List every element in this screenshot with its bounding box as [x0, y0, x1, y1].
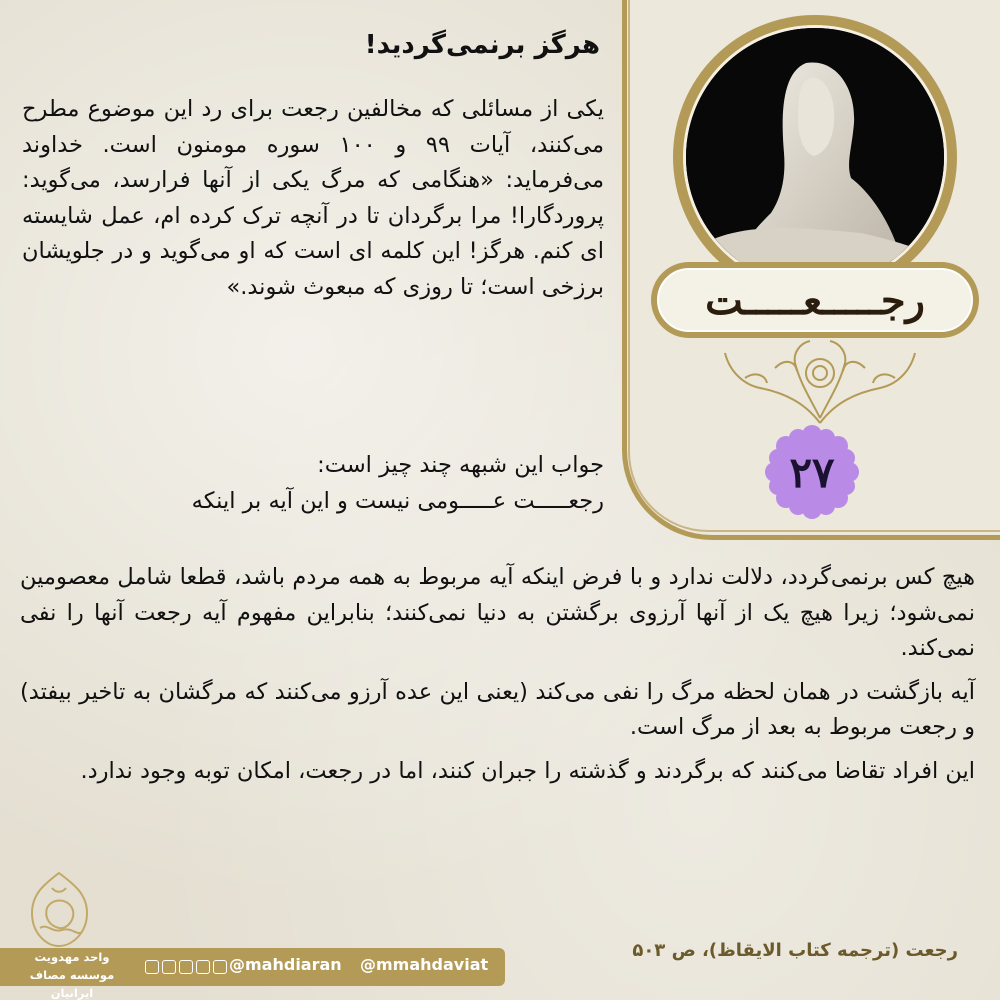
- lower-text: [20, 560, 975, 797]
- organization-label: [12, 948, 132, 1000]
- paragraph-1: یکی از مسائلی که مخالفین رجعت برای رد این موضوع مطرح می‌کنند، آیات ۹۹ و ۱۰۰ سوره مومنون است. خداوند می‌فرماید: «هنگامی که مرگ یکی از آنها فرارسد، می‌گوید: پروردگارا! مرا برگردان تا در آنچه ترک کرده ام، عمل شایسته ای کنم. هرگز! این کلمه ای است که او می‌گوید و در جلویشان برزخی است؛ تا روزی که مبعوث شوند.»: [22, 96, 604, 300]
- ornament-icon: [715, 333, 925, 428]
- veiled-figure-illustration: [686, 28, 944, 286]
- paragraph-2-line-1: جواب این شبهه چند چیز است:: [317, 452, 604, 478]
- article-number: ۲۷: [789, 447, 835, 497]
- eitaa-icon[interactable]: [196, 960, 210, 974]
- org-line-2: موسسه مصاف ایرانیان: [29, 968, 115, 1000]
- paragraph-5: این افراد تقاضا می‌کنند که برگردند و گذشته را جبران کنند، اما در رجعت، امکان توبه وجود ندارد.: [80, 757, 975, 784]
- paragraph-2-line-2: رجعـــــت عـــــومی نیست و این آیه بر اینکه: [191, 487, 604, 514]
- paragraph-3: هیچ کس برنمی‌گردد، دلالت ندارد و با فرض اینکه آیه مربوط به همه مردم باشد، قطعا شامل معصومین نمی‌شود؛ زیرا هیچ یک از آنها آرزوی برگشتن به دنیا نمی‌کنند؛ بنابراین مفهوم آیه رجعت آنها را نفی نمی‌کند.: [20, 564, 975, 661]
- org-line-1: واحد مهدویت: [34, 950, 110, 964]
- telegram-icon[interactable]: [145, 960, 159, 974]
- social-icons: [145, 957, 227, 977]
- handle-mmahdaviat[interactable]: @mmahdaviat: [360, 955, 489, 974]
- veiled-figure-image: [683, 25, 947, 289]
- aparat-icon[interactable]: [179, 960, 193, 974]
- page-title: رجـــــعـــــت: [705, 276, 925, 324]
- soroush-icon[interactable]: [213, 960, 227, 974]
- mahdiaran-logo-icon: [22, 868, 97, 950]
- paragraph-4: آیه بازگشت در همان لحظه مرگ را نفی می‌کند (یعنی این عده آرزو می‌کنند که مرگشان به تاخیر بیفتد) و رجعت مربوط به بعد از مرگ است.: [20, 678, 975, 740]
- source-citation: رجعت (ترجمه کتاب الایقاظ)، ص ۵۰۳: [632, 940, 958, 961]
- title-banner-inner: [657, 268, 973, 332]
- paragraph-2: [22, 448, 604, 519]
- handle-mahdiaran[interactable]: @mahdiaran: [229, 955, 342, 974]
- article-heading: هرگز برنمی‌گردید!: [364, 30, 600, 60]
- instagram-icon[interactable]: [162, 960, 176, 974]
